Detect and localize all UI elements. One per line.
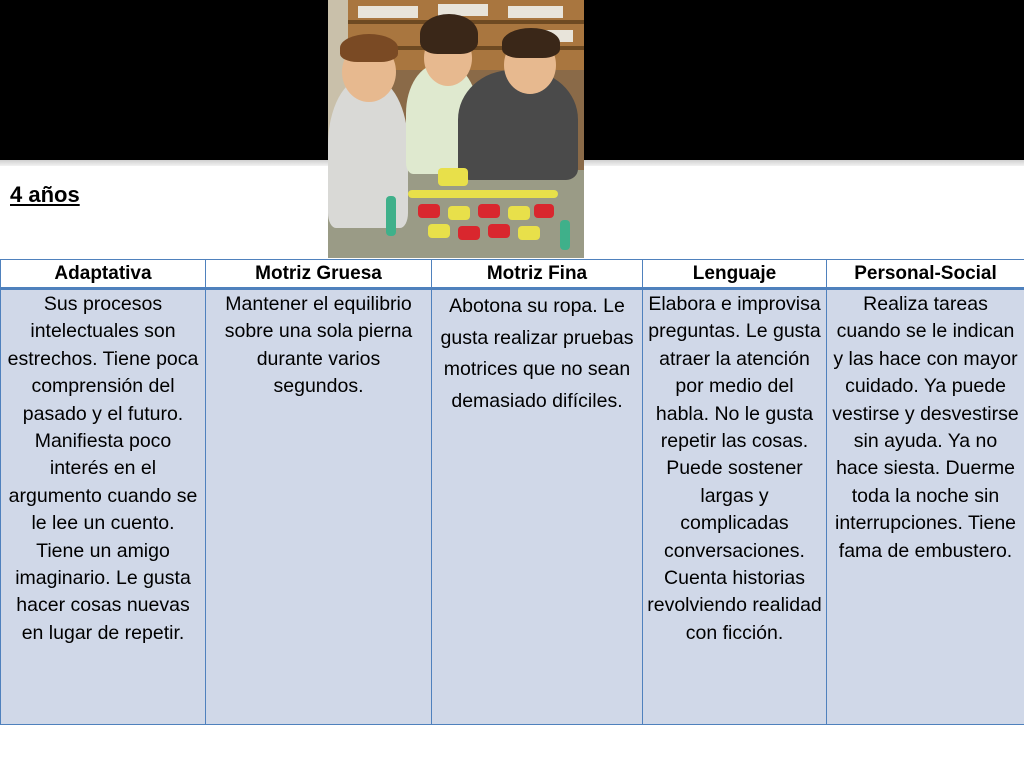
photo-child-hair (420, 14, 478, 54)
photo-toy (458, 226, 480, 240)
cell-personal-social: Realiza tareas cuando se le indican y las hace con mayor cuidado. Ya puede vestirse y desvestirse sin ayuda. Ya no hace siesta. Duerme toda la noche sin interrupciones. Tiene fama de embustero. (827, 289, 1024, 725)
photo-toy (518, 226, 540, 240)
column-header-motriz-gruesa: Motriz Gruesa (206, 260, 432, 289)
column-header-personal-social: Personal-Social (827, 260, 1024, 289)
cell-motriz-fina: Abotona su ropa. Le gusta realizar pruebas motrices que no sean demasiado difíciles. (432, 289, 643, 725)
photo-toy (418, 204, 440, 218)
photo-child-hair (340, 34, 398, 62)
photo-toy (508, 206, 530, 220)
development-table (0, 259, 1024, 725)
photo-book (358, 6, 418, 18)
cell-adaptativa: Sus procesos intelectuales son estrechos. Tiene poca comprensión del pasado y el futuro. Manifiesta poco interés en el argumento cuando se le lee un cuento. Tiene un amigo imaginario. Le gusta hacer cosas nuevas en lugar de repetir. (1, 289, 206, 725)
cell-motriz-gruesa: Mantener el equilibrio sobre una sola pierna durante varios segundos. (206, 289, 432, 725)
photo-toy-held (438, 168, 468, 186)
cell-lenguaje: Elabora e improvisa preguntas. Le gusta atraer la atención por medio del habla. No le gusta repetir las cosas. Puede sostener largas y complicadas conversaciones. Cuenta historias revolviendo realidad con ficción. (643, 289, 827, 725)
table-row (1, 289, 1024, 725)
column-header-motriz-fina: Motriz Fina (432, 260, 643, 289)
photo-toy (448, 206, 470, 220)
photo-toy (534, 204, 554, 218)
photo-child-hair (502, 28, 560, 58)
photo-toy-tree (560, 220, 570, 250)
children-playing-photo (328, 0, 584, 258)
photo-toy (488, 224, 510, 238)
column-header-adaptativa: Adaptativa (1, 260, 206, 289)
column-header-lenguaje: Lenguaje (643, 260, 827, 289)
photo-book (508, 6, 563, 18)
table-header-row (1, 260, 1024, 289)
photo-toy-fence (408, 190, 558, 198)
photo-toy (428, 224, 450, 238)
photo-toy-tree (386, 196, 396, 236)
page-heading: 4 años (10, 182, 80, 207)
photo-toy (478, 204, 500, 218)
